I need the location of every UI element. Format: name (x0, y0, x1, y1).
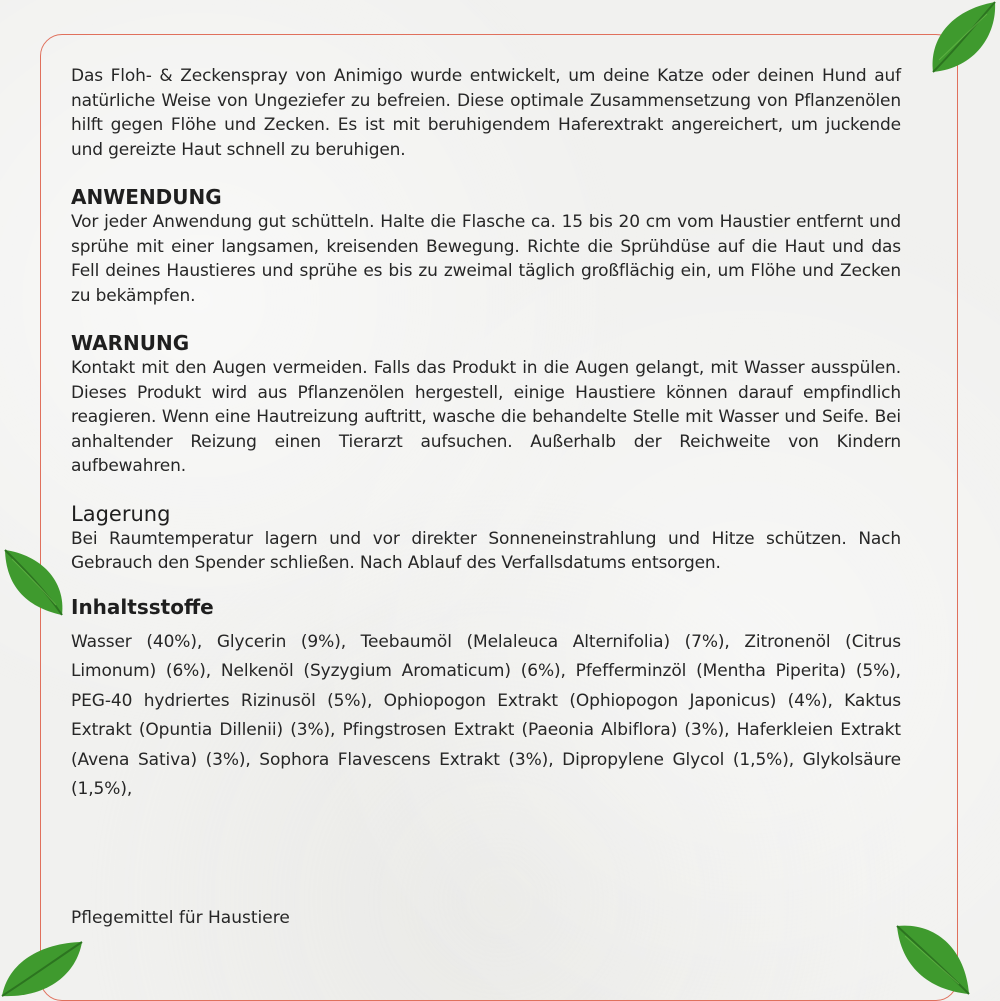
leaf-icon (0, 938, 85, 1000)
anwendung-text: Vor jeder Anwendung gut schütteln. Halte die Flasche ca. 15 bis 20 cm vom Haustier entfernt und sprühe mit einer langsamen, kreisenden Bewegung. Richte die Sprühdüse auf die Haut und das Fell deines Haustieres und sprühe es bis zu zweimal täglich großflächig ein, um Flöhe und Zecken zu bekämpfen. (71, 212, 901, 306)
inhaltsstoffe-heading: Inhaltsstoffe (71, 594, 214, 619)
inhaltsstoffe-text: Wasser (40%), Glycerin (9%), Teebaumöl (Melaleuca Alternifolia) (7%), Zitronenöl (Citrus Limonum) (6%), Nelkenöl (Syzygium Aromaticum) (6%), Pfefferminzöl (Mentha Piperita) (5%), PEG-40 hydriertes Rizinusöl (5%), Ophiopogon Extrakt (Ophiopogon Japonicus) (4%), Kaktus Extrakt (Opuntia Dillenii) (3%), Pfingstrosen Extrakt (Paeonia Albiflora) (3%), Haferkleien Extrakt (Avena Sativa) (3%), Sophora Flavescens Extrakt (3%), Dipropylene Glycol (1,5%), Glykolsäure (1,5%), (71, 631, 901, 799)
anwendung-heading: ANWENDUNG (71, 185, 222, 209)
leaf-icon (925, 0, 1000, 80)
leaf-icon (0, 545, 70, 620)
lagerung-text: Bei Raumtemperatur lagern und vor direkter Sonneneinstrahlung und Hitze schützen. Nach Gebrauch den Spender schließen. Nach Ablauf des Verfallsdatums entsorgen. (71, 528, 901, 573)
product-info-content (71, 64, 901, 805)
warnung-heading: WARNUNG (71, 331, 190, 355)
lagerung-heading: Lagerung (71, 501, 171, 526)
leaf-icon (893, 918, 973, 1000)
intro-paragraph: Das Floh- & Zeckenspray von Animigo wurde entwickelt, um deine Katze oder deinen Hund auf natürliche Weise von Ungeziefer zu befreien. Diese optimale Zusammensetzung von Pflanzenölen hilft gegen Flöhe und Zecken. Es ist mit beruhigendem Haferextrakt angereichert, um juckende und gereizte Haut schnell zu beruhigen. (71, 66, 901, 160)
footer-caption: Pflegemittel für Haustiere (71, 908, 290, 928)
warnung-text: Kontakt mit den Augen vermeiden. Falls das Produkt in die Augen gelangt, mit Wasser ausspülen. Dieses Produkt wird aus Pflanzenölen hergestell, einige Haustiere können darauf empfindlich reagieren. Wenn eine Hautreizung auftritt, wasche die behandelte Stelle mit Wasser und Seife. Bei anhaltender Reizung einen Tierarzt aufsuchen. Außerhalb der Reichweite von Kindern aufbewahren. (71, 358, 901, 476)
